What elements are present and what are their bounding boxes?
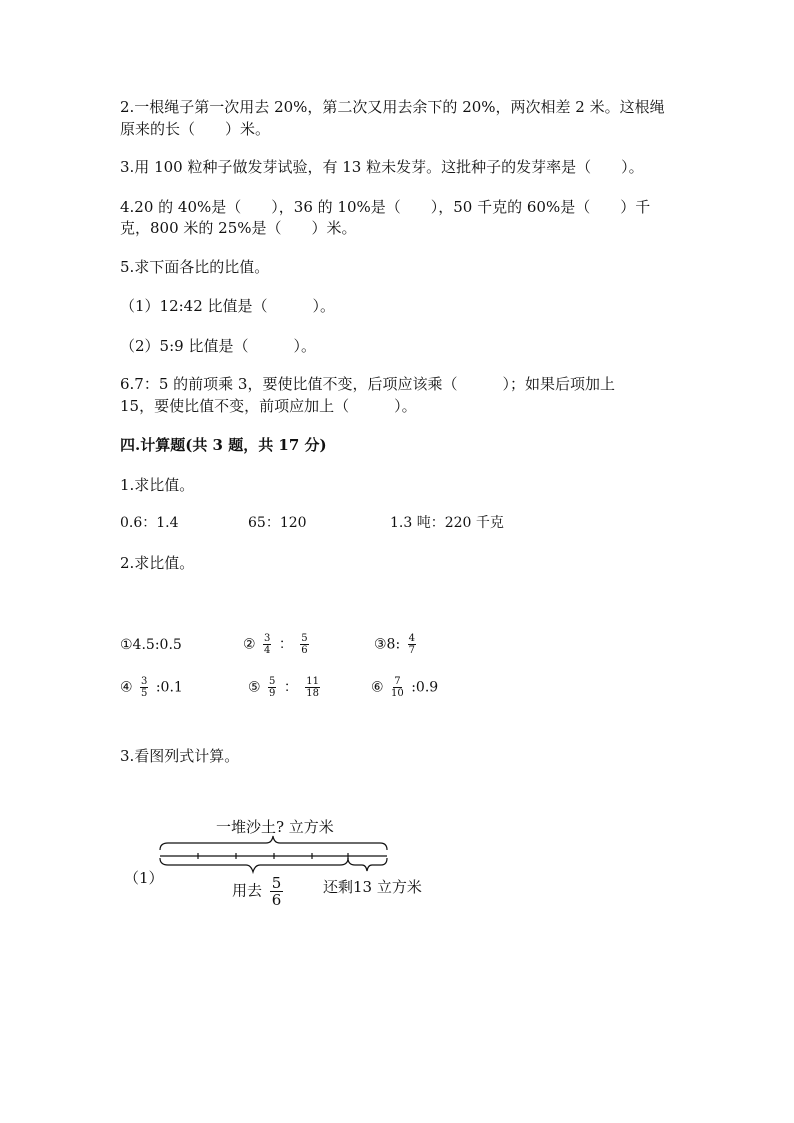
c3-title: 3.看图列式计算。 <box>120 747 240 765</box>
ratio-sign: ： <box>283 679 298 696</box>
c2-expr-5-frac-2 <box>305 676 320 699</box>
denominator: 5 <box>141 688 148 699</box>
q5-title: 5.求下面各比的比值。 <box>120 258 270 276</box>
numerator: 5 <box>269 676 276 687</box>
top-brace <box>160 836 387 850</box>
diagram-used-label <box>232 875 283 908</box>
denominator: 4 <box>264 645 271 656</box>
c2-expr-6-prefix: ⑥ <box>371 679 384 696</box>
denominator: 18 <box>306 688 320 699</box>
denominator: 10 <box>391 688 404 699</box>
ratio-sign: ： <box>278 636 293 653</box>
q5-item2: （2）5:9 比值是（ ）。 <box>120 337 316 355</box>
numerator: 3 <box>141 676 148 687</box>
used-brace <box>160 858 348 872</box>
c2-expr-3 <box>374 633 419 656</box>
c2-expr-4-prefix: ④ <box>120 679 133 696</box>
c1-expr-2: 65：120 <box>248 515 307 531</box>
c2-expr-1: ①4.5:0.5 <box>120 637 182 653</box>
c2-expr-5-frac-1 <box>268 676 276 699</box>
c2-expr-6-suffix: :0.9 <box>411 679 439 696</box>
diagram-remain-label: 还剩13 立方米 <box>323 878 422 896</box>
c1-title: 1.求比值。 <box>120 476 195 494</box>
c1-expr-1: 0.6：1.4 <box>120 515 179 531</box>
c1-expr-3: 1.3 吨：220 千克 <box>390 515 504 531</box>
q2-line2: 原来的长（ ）米。 <box>120 120 271 138</box>
denominator: 6 <box>301 645 308 656</box>
c2-expr-6 <box>371 676 438 699</box>
c2-expr-3-prefix: ③8: <box>374 636 401 653</box>
c2-expr-5-prefix: ⑤ <box>248 679 261 696</box>
c2-title: 2.求比值。 <box>120 554 195 572</box>
c2-expr-4 <box>120 676 183 699</box>
q6-line2: 15，要使比值不变，前项应加上（ ）。 <box>120 397 417 415</box>
numerator: 11 <box>306 676 320 687</box>
numerator: 5 <box>301 633 308 644</box>
c2-expr-3-frac <box>408 633 416 656</box>
q4-line2: 克，800 米的 25%是（ ）米。 <box>120 219 357 237</box>
c2-expr-2-frac-1 <box>263 633 271 656</box>
numerator: 4 <box>408 633 416 644</box>
c2-expr-2 <box>243 633 312 656</box>
c2-expr-2-prefix: ② <box>243 636 256 653</box>
q6-line1: 6.7：5 的前项乘 3，要使比值不变，后项应该乘（ ）；如果后项加上 <box>120 375 615 393</box>
q2-line1: 2.一根绳子第一次用去 20%，第二次又用去余下的 20%，两次相差 2 米。这根绳 <box>120 98 665 116</box>
numerator: 3 <box>264 633 271 644</box>
denominator: 6 <box>271 891 282 909</box>
denominator: 9 <box>269 688 276 699</box>
c2-expr-5 <box>248 676 323 699</box>
used-fraction <box>270 875 284 908</box>
q4-line1: 4.20 的 40%是（ ），36 的 10%是（ ），50 千克的 60%是（ ）千 <box>120 198 651 216</box>
segment-diagram <box>150 830 400 880</box>
q5-item1: （1）12:42 比值是（ ）。 <box>120 297 336 315</box>
section-heading: 四.计算题(共 3 题，共 17 分) <box>120 436 327 454</box>
numerator: 5 <box>271 874 282 892</box>
numerator: 7 <box>394 676 401 687</box>
remain-brace <box>348 858 387 871</box>
denominator: 7 <box>408 645 416 656</box>
q3-text: 3.用 100 粒种子做发芽试验，有 13 粒未发芽。这批种子的发芽率是（ ）。 <box>120 158 644 176</box>
c2-expr-4-frac <box>140 676 148 699</box>
diagram-number-label: （1） <box>124 869 164 887</box>
c2-expr-6-frac <box>391 676 404 699</box>
c2-expr-2-frac-2 <box>300 633 308 656</box>
c2-expr-4-suffix: :0.1 <box>155 679 183 696</box>
diagram-top-label: 一堆沙土? 立方米 <box>216 818 334 836</box>
used-prefix: 用去 <box>232 881 263 900</box>
